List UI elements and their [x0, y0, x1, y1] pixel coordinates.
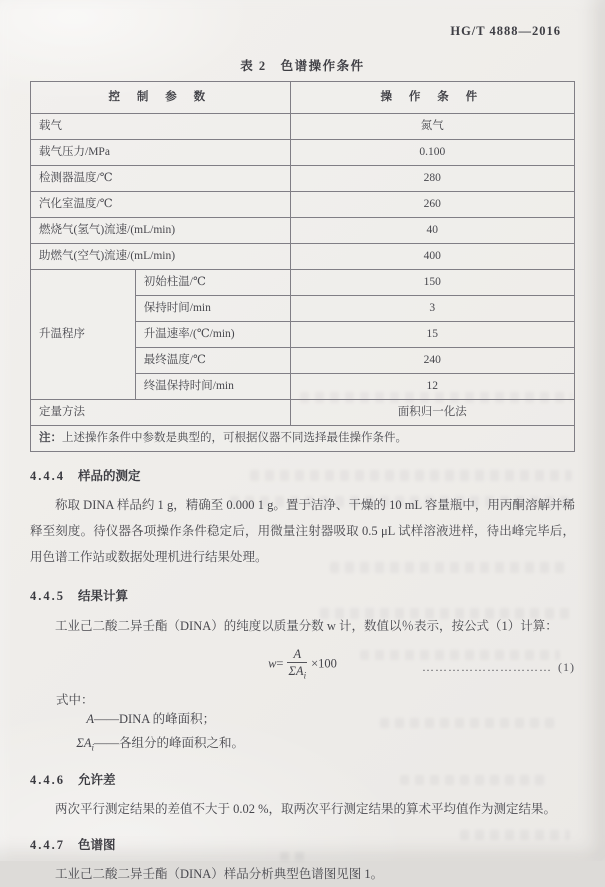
equation-leader: [422, 660, 575, 675]
param-cell: 保持时间/min: [135, 296, 290, 322]
value-cell: 280: [290, 166, 574, 192]
value-cell: 3: [290, 296, 574, 322]
value-cell: 240: [290, 348, 574, 374]
section-4-4-6-body: 两次平行测定结果的差值不大于 0.02 %，取两次平行测定结果的算术平均值作为测定结果。: [55, 802, 557, 816]
section-4-4-7-body: 工业己二酸二异壬酯（DINA）样品分析典型色谱图见图 1。: [55, 867, 384, 881]
table-note: [31, 426, 575, 452]
param-cell: 载气: [31, 114, 291, 140]
section-heading-4-4-4: [30, 466, 575, 484]
definition-desc: ——DINA 的峰面积；: [94, 712, 216, 726]
section-4-4-5-intro: 工业己二酸二异壬酯（DINA）的纯度以质量分数 w 计，数值以％表示，按公式（1）计算：: [55, 619, 558, 633]
formula-expression: [268, 647, 337, 683]
symbol-definition-sumA: [30, 734, 575, 758]
param-cell: 载气压力/MPa: [31, 140, 291, 166]
section-number: 4.4.5: [30, 589, 65, 603]
section-number: 4.4.6: [30, 773, 65, 787]
formula-lhs: w: [268, 656, 277, 671]
param-cell: 终温保持时间/min: [135, 374, 290, 400]
table-row-air-flow: [31, 244, 575, 270]
definition-desc: ——各组分的峰面积之和。: [94, 735, 245, 750]
table-row-initial-column-temp: [31, 270, 575, 296]
value-cell: 12: [290, 374, 574, 400]
value-cell: 面积归一化法: [290, 400, 574, 426]
formula-multiplier: ×100: [311, 656, 337, 671]
section-heading-4-4-7: [30, 835, 575, 853]
table-row-quant-method: [31, 400, 575, 426]
definition-symbol: [30, 710, 94, 734]
value-cell: 400: [290, 244, 574, 270]
value-cell: 40: [290, 218, 574, 244]
param-cell: 燃烧气(氢气)流速/(mL/min): [31, 218, 291, 244]
table-title: 表 2 色谱操作条件: [240, 59, 365, 73]
param-cell: 助燃气(空气)流速/(mL/min): [31, 244, 291, 270]
table-header-row: [31, 82, 575, 114]
leader-dots: …………………………: [422, 660, 552, 674]
param-cell: 汽化室温度/℃: [31, 192, 291, 218]
param-cell: 检测器温度/℃: [31, 166, 291, 192]
section-heading-4-4-6: [30, 770, 575, 788]
note-label: 注：: [39, 432, 62, 444]
temp-program-group-cell: 升温程序: [31, 270, 136, 400]
param-cell: 升温速率/(℃/min): [135, 322, 290, 348]
formula-equals: =: [276, 656, 284, 671]
symbol-definition-A: [30, 710, 575, 734]
note-text: 上述操作条件中参数是典型的，可根据仪器不同选择最佳操作条件。: [62, 432, 407, 444]
section-4-4-4-body: 称取 DINA 样品约 1 g，精确至 0.000 1 g。置于洁净、干燥的 10 mL 容量瓶中，用丙酮溶解并稀释至刻度。待仪器各项操作条件稳定后，用微量注射器吸取 0.5 μL 试样溶液进样，待出峰完毕后，用色谱工作站或数据处理机进行结果处理。: [30, 498, 575, 564]
chromatography-conditions-table: [30, 81, 575, 452]
section-number: 4.4.7: [30, 838, 65, 852]
value-cell: 氮气: [290, 114, 574, 140]
table-note-row: [31, 426, 575, 452]
symbol-subscript: i: [91, 742, 94, 752]
value-cell: 260: [290, 192, 574, 218]
denominator-subscript: i: [303, 670, 307, 681]
where-label: 式中：: [56, 693, 94, 707]
section-title: 结果计算: [78, 589, 129, 603]
section-heading-4-4-5: [30, 586, 575, 604]
formula-fraction: [287, 647, 307, 683]
value-cell: 150: [290, 270, 574, 296]
column-header-operating-condition: 操 作 条 件: [290, 82, 574, 114]
param-cell: 初始柱温/℃: [135, 270, 290, 296]
table-row-hydrogen-flow: [31, 218, 575, 244]
formula-numerator: A: [287, 647, 307, 663]
value-cell: 15: [290, 322, 574, 348]
symbol-text: ΣA: [76, 735, 92, 750]
column-header-control-parameter: 控 制 参 数: [31, 82, 291, 114]
section-title: 允许差: [78, 773, 116, 787]
param-cell: 定量方法: [31, 400, 291, 426]
table-row-carrier-gas: [31, 114, 575, 140]
table-row-vaporizer-temp: [31, 192, 575, 218]
equation-number: (1): [558, 660, 575, 674]
definition-symbol: [30, 734, 94, 758]
param-cell: 最终温度/℃: [135, 348, 290, 374]
denominator-symbol: ΣA: [288, 664, 304, 679]
section-number: 4.4.4: [30, 469, 65, 483]
value-cell: 0.100: [290, 140, 574, 166]
standard-number: HG/T 4888—2016: [450, 24, 561, 38]
table-row-carrier-pressure: [31, 140, 575, 166]
section-title: 色谱图: [78, 838, 116, 852]
formula-denominator: [287, 663, 307, 683]
table-row-detector-temp: [31, 166, 575, 192]
equation-1: [30, 643, 575, 687]
section-title: 样品的测定: [78, 469, 141, 483]
symbol-text: A: [86, 712, 94, 726]
